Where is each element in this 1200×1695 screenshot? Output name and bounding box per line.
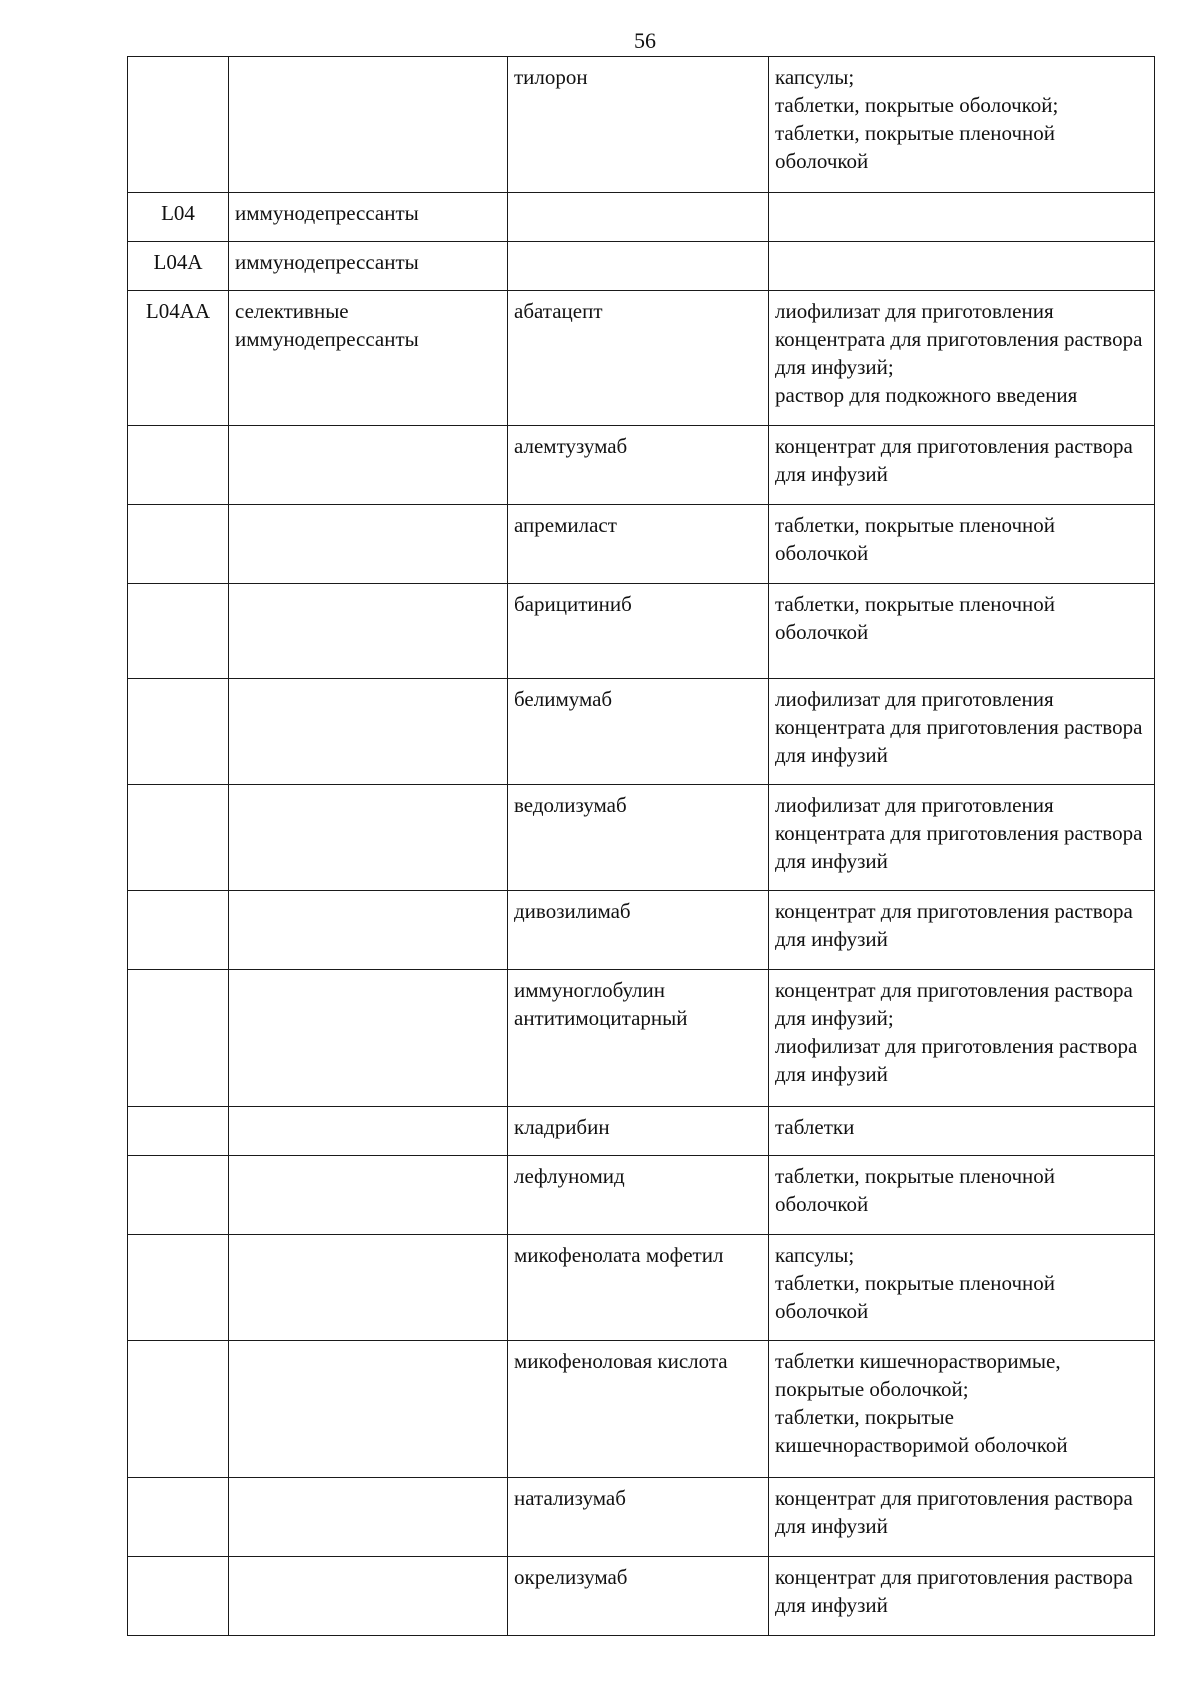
drug-name-cell: апремиласт — [508, 505, 769, 584]
atc-code-cell — [128, 505, 229, 584]
dosage-form-cell: таблетки кишечнорастворимые, покрытые оболочкой; таблетки, покрытые кишечнорастворимой оболочкой — [769, 1341, 1155, 1478]
dosage-form-cell: таблетки, покрытые пленочной оболочкой — [769, 505, 1155, 584]
table-row — [128, 785, 1155, 891]
atc-code-cell — [128, 1557, 229, 1636]
dosage-form-cell: концентрат для приготовления раствора для инфузий — [769, 1557, 1155, 1636]
table-row — [128, 891, 1155, 970]
table-row — [128, 1156, 1155, 1235]
atc-code-cell: L04A — [128, 242, 229, 291]
dosage-form-cell — [769, 193, 1155, 242]
drug-name-cell: тилорон — [508, 57, 769, 193]
drug-name-cell: барицитиниб — [508, 584, 769, 679]
drug-name-cell: ведолизумаб — [508, 785, 769, 891]
table-row — [128, 193, 1155, 242]
dosage-form-cell: концентрат для приготовления раствора для инфузий; лиофилизат для приготовления раствора для инфузий — [769, 970, 1155, 1107]
dosage-form-cell: лиофилизат для приготовления концентрата для приготовления раствора для инфузий; раствор для подкожного введения — [769, 291, 1155, 426]
drug-name-cell: лефлуномид — [508, 1156, 769, 1235]
group-name-cell — [229, 970, 508, 1107]
dosage-form-cell — [769, 242, 1155, 291]
group-name-cell — [229, 426, 508, 505]
table-row — [128, 57, 1155, 193]
table-row — [128, 1235, 1155, 1341]
atc-code-cell — [128, 1235, 229, 1341]
group-name-cell — [229, 1156, 508, 1235]
atc-code-cell — [128, 891, 229, 970]
atc-code-cell: L04 — [128, 193, 229, 242]
atc-code-cell — [128, 1156, 229, 1235]
dosage-form-cell: капсулы; таблетки, покрытые пленочной оболочкой — [769, 1235, 1155, 1341]
group-name-cell — [229, 1478, 508, 1557]
dosage-form-cell: лиофилизат для приготовления концентрата для приготовления раствора для инфузий — [769, 785, 1155, 891]
table-row — [128, 426, 1155, 505]
drug-name-cell — [508, 242, 769, 291]
atc-code-cell — [128, 785, 229, 891]
group-name-cell — [229, 584, 508, 679]
table-row — [128, 1557, 1155, 1636]
drug-name-cell: натализумаб — [508, 1478, 769, 1557]
drug-name-cell: иммуноглобулин антитимоцитарный — [508, 970, 769, 1107]
drug-name-cell: абатацепт — [508, 291, 769, 426]
atc-code-cell — [128, 679, 229, 785]
table-row — [128, 970, 1155, 1107]
table-body — [128, 57, 1155, 1636]
atc-code-cell — [128, 426, 229, 505]
group-name-cell — [229, 679, 508, 785]
atc-code-cell — [128, 1341, 229, 1478]
drug-table — [127, 56, 1155, 1636]
group-name-cell — [229, 1235, 508, 1341]
drug-name-cell: микофенолата мофетил — [508, 1235, 769, 1341]
dosage-form-cell: лиофилизат для приготовления концентрата для приготовления раствора для инфузий — [769, 679, 1155, 785]
table-row — [128, 1107, 1155, 1156]
atc-code-cell — [128, 1107, 229, 1156]
group-name-cell: иммунодепрессанты — [229, 242, 508, 291]
drug-name-cell: окрелизумаб — [508, 1557, 769, 1636]
drug-name-cell: микофеноловая кислота — [508, 1341, 769, 1478]
group-name-cell — [229, 57, 508, 193]
group-name-cell: иммунодепрессанты — [229, 193, 508, 242]
group-name-cell — [229, 1341, 508, 1478]
drug-name-cell: белимумаб — [508, 679, 769, 785]
atc-code-cell — [128, 584, 229, 679]
dosage-form-cell: капсулы; таблетки, покрытые оболочкой; таблетки, покрытые пленочной оболочкой — [769, 57, 1155, 193]
group-name-cell — [229, 1107, 508, 1156]
group-name-cell: селективные иммунодепрессанты — [229, 291, 508, 426]
group-name-cell — [229, 505, 508, 584]
dosage-form-cell: концентрат для приготовления раствора для инфузий — [769, 891, 1155, 970]
group-name-cell — [229, 785, 508, 891]
drug-name-cell — [508, 193, 769, 242]
page-number: 56 — [634, 28, 656, 53]
dosage-form-cell: таблетки — [769, 1107, 1155, 1156]
group-name-cell — [229, 1557, 508, 1636]
table-row — [128, 505, 1155, 584]
table-row — [128, 291, 1155, 426]
drug-name-cell: алемтузумаб — [508, 426, 769, 505]
table-row — [128, 242, 1155, 291]
drug-name-cell: дивозилимаб — [508, 891, 769, 970]
table-row — [128, 1341, 1155, 1478]
atc-code-cell — [128, 970, 229, 1107]
dosage-form-cell: концентрат для приготовления раствора для инфузий — [769, 1478, 1155, 1557]
atc-code-cell: L04AA — [128, 291, 229, 426]
dosage-form-cell: таблетки, покрытые пленочной оболочкой — [769, 1156, 1155, 1235]
atc-code-cell — [128, 1478, 229, 1557]
table-row — [128, 584, 1155, 679]
table-row — [128, 1478, 1155, 1557]
dosage-form-cell: концентрат для приготовления раствора для инфузий — [769, 426, 1155, 505]
drug-name-cell: кладрибин — [508, 1107, 769, 1156]
atc-code-cell — [128, 57, 229, 193]
group-name-cell — [229, 891, 508, 970]
dosage-form-cell: таблетки, покрытые пленочной оболочкой — [769, 584, 1155, 679]
table-row — [128, 679, 1155, 785]
